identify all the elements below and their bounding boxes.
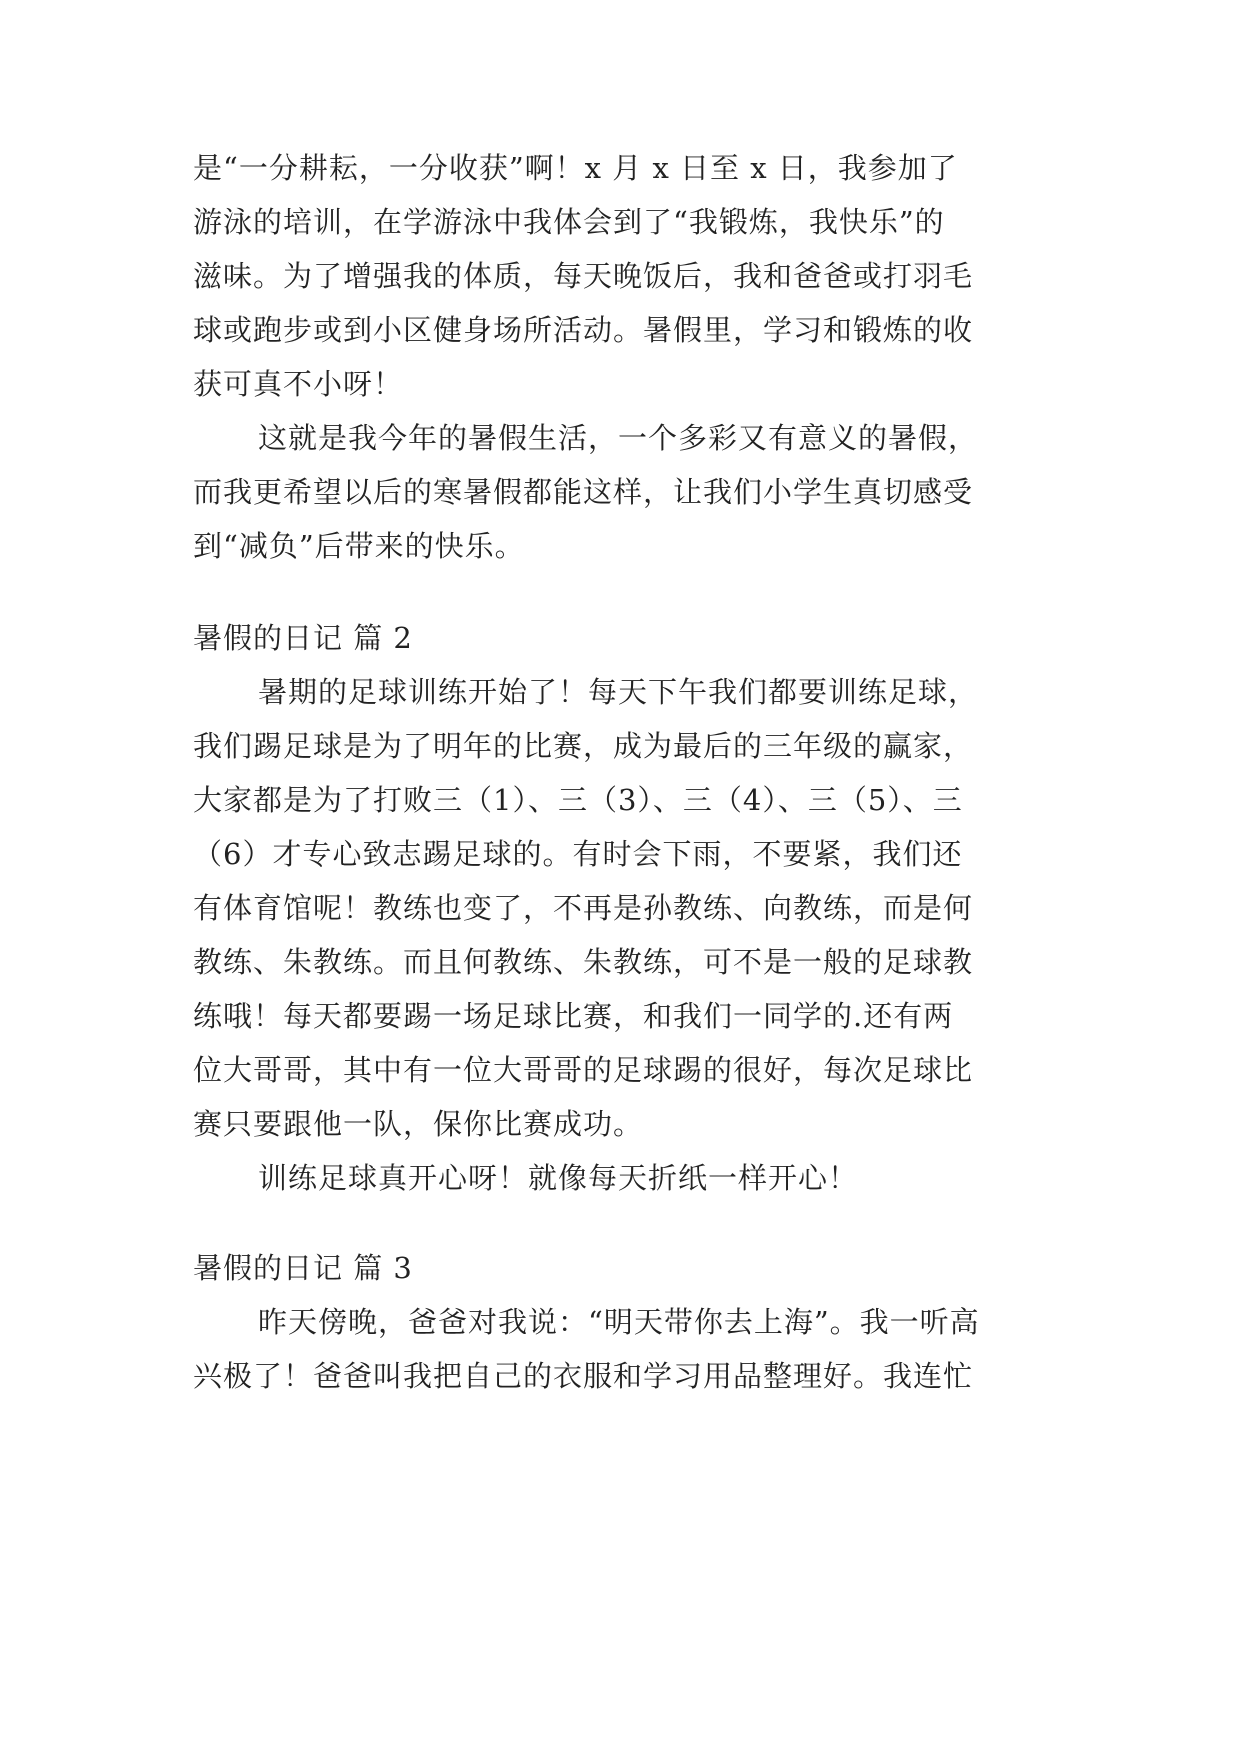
paragraph-line: 大家都是为了打败三（1）、三（3）、三（4）、三（5）、三 [193, 783, 963, 817]
paragraph-line: 而我更希望以后的寒暑假都能这样，让我们小学生真切感受 [193, 475, 974, 509]
paragraph-line: 滋味。为了增强我的体质，每天晚饭后，我和爸爸或打羽毛 [193, 259, 974, 293]
paragraph-line: 练哦！每天都要踢一场足球比赛，和我们一同学的.还有两 [193, 999, 954, 1033]
paragraph-line: 是“一分耕耘，一分收获”啊！x 月 x 日至 x 日，我参加了 [193, 151, 958, 185]
paragraph-line: 训练足球真开心呀！就像每天折纸一样开心！ [258, 1161, 859, 1195]
paragraph-line: 教练、朱教练。而且何教练、朱教练，可不是一般的足球教 [193, 945, 974, 979]
section-heading: 暑假的日记 篇 2 [193, 621, 413, 655]
paragraph-line: （6）才专心致志踢足球的。有时会下雨，不要紧，我们还 [193, 837, 963, 871]
paragraph-line: 昨天傍晚，爸爸对我说：“明天带你去上海”。我一听高 [258, 1305, 980, 1339]
paragraph-line: 球或跑步或到小区健身场所活动。暑假里，学习和锻炼的收 [193, 313, 974, 347]
paragraph-line: 我们踢足球是为了明年的比赛，成为最后的三年级的赢家， [193, 729, 974, 763]
paragraph-line: 兴极了！爸爸叫我把自己的衣服和学习用品整理好。我连忙 [193, 1359, 974, 1393]
paragraph-line: 这就是我今年的暑假生活，一个多彩又有意义的暑假， [258, 421, 979, 455]
paragraph-line: 暑期的足球训练开始了！每天下午我们都要训练足球， [258, 675, 979, 709]
paragraph-line: 游泳的培训，在学游泳中我体会到了“我锻炼，我快乐”的 [193, 205, 945, 239]
paragraph-line: 到“减负”后带来的快乐。 [193, 529, 525, 563]
section-heading: 暑假的日记 篇 3 [193, 1251, 413, 1285]
paragraph-line: 位大哥哥，其中有一位大哥哥的足球踢的很好，每次足球比 [193, 1053, 974, 1087]
paragraph-line: 获可真不小呀！ [193, 367, 404, 401]
paragraph-line: 赛只要跟他一队，保你比赛成功。 [193, 1107, 644, 1141]
paragraph-line: 有体育馆呢！教练也变了，不再是孙教练、向教练，而是何 [193, 891, 974, 925]
